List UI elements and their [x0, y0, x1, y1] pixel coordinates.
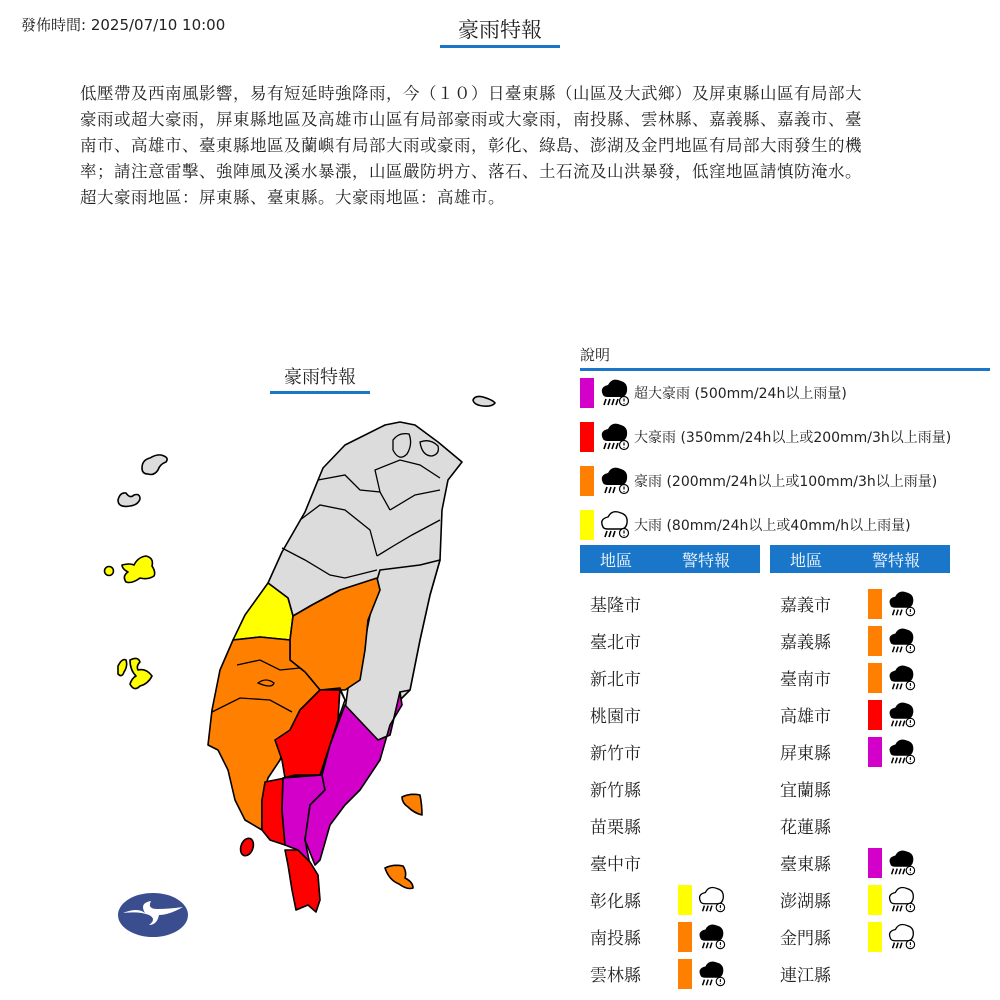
warning-swatch — [868, 885, 882, 915]
table-row — [580, 918, 760, 955]
table-row — [580, 733, 760, 770]
torrential-rain-icon — [886, 589, 916, 619]
header-region: 地區 — [599, 550, 632, 570]
region-name: 屏東縣 — [780, 744, 831, 764]
region-name: 臺南市 — [780, 670, 831, 690]
warning-swatch — [868, 737, 882, 767]
warning-swatch — [868, 663, 882, 693]
legend-swatch-extreme — [580, 378, 594, 408]
torrential-rain-icon — [598, 465, 630, 497]
legend-swatch-heavy — [580, 510, 594, 540]
table-row — [580, 807, 760, 844]
warning-swatch — [678, 959, 692, 989]
legend-item-heavy — [580, 503, 990, 547]
map-region-orchid-island — [385, 865, 413, 888]
region-name: 桃園市 — [590, 707, 641, 727]
map-title: 豪雨特報 — [270, 366, 370, 394]
map-region-lienchiang-c — [118, 493, 140, 507]
table-row — [770, 733, 950, 770]
region-name: 臺中市 — [590, 855, 641, 875]
warning-swatch — [868, 626, 882, 656]
description-line: 超大豪雨地區：屏東縣、臺東縣。大豪雨地區：高雄市。 — [80, 188, 505, 207]
region-name: 新北市 — [590, 670, 641, 690]
warning-swatch — [678, 922, 692, 952]
region-name: 花蓮縣 — [780, 818, 831, 838]
legend-item-super — [580, 415, 990, 459]
region-name: 宜蘭縣 — [780, 781, 831, 801]
heavy-rain-icon — [886, 922, 916, 952]
legend-label: 超大豪雨 (500mm/24h以上雨量) — [634, 386, 847, 402]
table-row — [580, 881, 760, 918]
warning-swatch — [868, 700, 882, 730]
table-header — [580, 545, 760, 573]
table-row — [770, 585, 950, 622]
legend-label: 豪雨 (200mm/24h以上或100mm/3h以上雨量) — [634, 474, 938, 490]
map-region-liuqiu — [238, 836, 255, 857]
torrential-rain-icon — [886, 626, 916, 656]
table-row — [770, 770, 950, 807]
torrential-rain-icon — [696, 959, 726, 989]
legend-swatch-torrential — [580, 466, 594, 496]
region-name: 新竹縣 — [590, 781, 641, 801]
warning-swatch — [868, 589, 882, 619]
heavy-rain-icon — [696, 885, 726, 915]
header-warning: 警特報 — [871, 550, 920, 570]
region-name: 基隆市 — [590, 596, 641, 616]
region-name: 嘉義縣 — [780, 633, 831, 653]
legend-item-extreme — [580, 371, 990, 415]
extreme-rain-icon — [598, 377, 630, 409]
torrential-rain-icon — [696, 922, 726, 952]
region-name: 苗栗縣 — [590, 818, 641, 838]
map-region-lienchiang-b — [142, 455, 167, 475]
description-line: 率；請注意雷擊、強陣風及溪水暴漲，山區嚴防坍方、落石、土石流及山洪暴發，低窪地區請慎防淹水。 — [80, 162, 862, 181]
description-line: 低壓帶及西南風影響，易有短延時強降雨，今（１０）日臺東縣（山區及大武鄉）及屏東縣山區有局部大 — [80, 84, 862, 103]
region-name: 連江縣 — [780, 966, 831, 986]
description-line: 豪雨或超大豪雨，屏東縣地區及高雄市山區有局部豪雨或大豪雨，南投縣、雲林縣、嘉義縣、嘉義市、臺 — [80, 110, 862, 129]
table-row — [770, 955, 950, 992]
table-row — [770, 881, 950, 918]
table-row — [580, 622, 760, 659]
header-region: 地區 — [789, 550, 822, 570]
region-name: 嘉義市 — [780, 596, 831, 616]
map-region-kinmen-small — [105, 567, 114, 576]
heavy-rain-icon — [886, 885, 916, 915]
table-row — [770, 918, 950, 955]
legend-label: 大雨 (80mm/24h以上或40mm/h以上雨量) — [634, 518, 911, 534]
legend-swatch-super — [580, 422, 594, 452]
table-row — [580, 659, 760, 696]
map-region-penghu — [118, 658, 152, 688]
super-heavy-rain-icon — [598, 421, 630, 453]
warning-swatch — [868, 922, 882, 952]
header-warning: 警特報 — [681, 550, 730, 570]
extreme-rain-icon — [886, 848, 916, 878]
torrential-rain-icon — [886, 663, 916, 693]
legend — [580, 344, 990, 547]
table-row — [770, 622, 950, 659]
table-row — [770, 807, 950, 844]
region-name: 雲林縣 — [590, 966, 641, 986]
table-row — [580, 585, 760, 622]
region-table-right — [770, 545, 950, 986]
warning-swatch — [868, 848, 882, 878]
table-row — [580, 696, 760, 733]
region-table-left — [580, 545, 760, 986]
region-name: 臺北市 — [590, 633, 641, 653]
table-row — [770, 844, 950, 881]
table-row — [770, 696, 950, 733]
region-name: 彰化縣 — [590, 892, 641, 912]
super-heavy-rain-icon — [886, 700, 916, 730]
table-row — [580, 844, 760, 881]
region-name: 金門縣 — [780, 929, 831, 949]
extreme-rain-icon — [886, 737, 916, 767]
map-region-green-island — [402, 794, 422, 815]
legend-title: 說明 — [580, 344, 990, 371]
table-header — [770, 545, 950, 573]
map-region-kinmen — [122, 556, 155, 583]
table-row — [770, 659, 950, 696]
warning-swatch — [678, 885, 692, 915]
region-name: 高雄市 — [780, 707, 831, 727]
table-row — [580, 955, 760, 992]
page-title: 豪雨特報 — [440, 17, 560, 48]
region-name: 新竹市 — [590, 744, 641, 764]
region-name: 澎湖縣 — [780, 892, 831, 912]
heavy-rain-icon — [598, 509, 630, 541]
issue-time: 發佈時間: 2025/07/10 10:00 — [21, 16, 226, 34]
map-region-lienchiang-a — [473, 396, 495, 406]
region-name: 南投縣 — [590, 929, 641, 949]
cwa-logo-icon — [118, 893, 188, 937]
region-name: 臺東縣 — [780, 855, 831, 875]
table-row — [580, 770, 760, 807]
legend-item-torrential — [580, 459, 990, 503]
description-line: 南市、高雄市、臺東縣地區及蘭嶼有局部大雨或豪雨，彰化、綠島、澎湖及金門地區有局部大雨發生的機 — [80, 136, 862, 155]
legend-label: 大豪雨 (350mm/24h以上或200mm/3h以上雨量) — [634, 430, 952, 446]
